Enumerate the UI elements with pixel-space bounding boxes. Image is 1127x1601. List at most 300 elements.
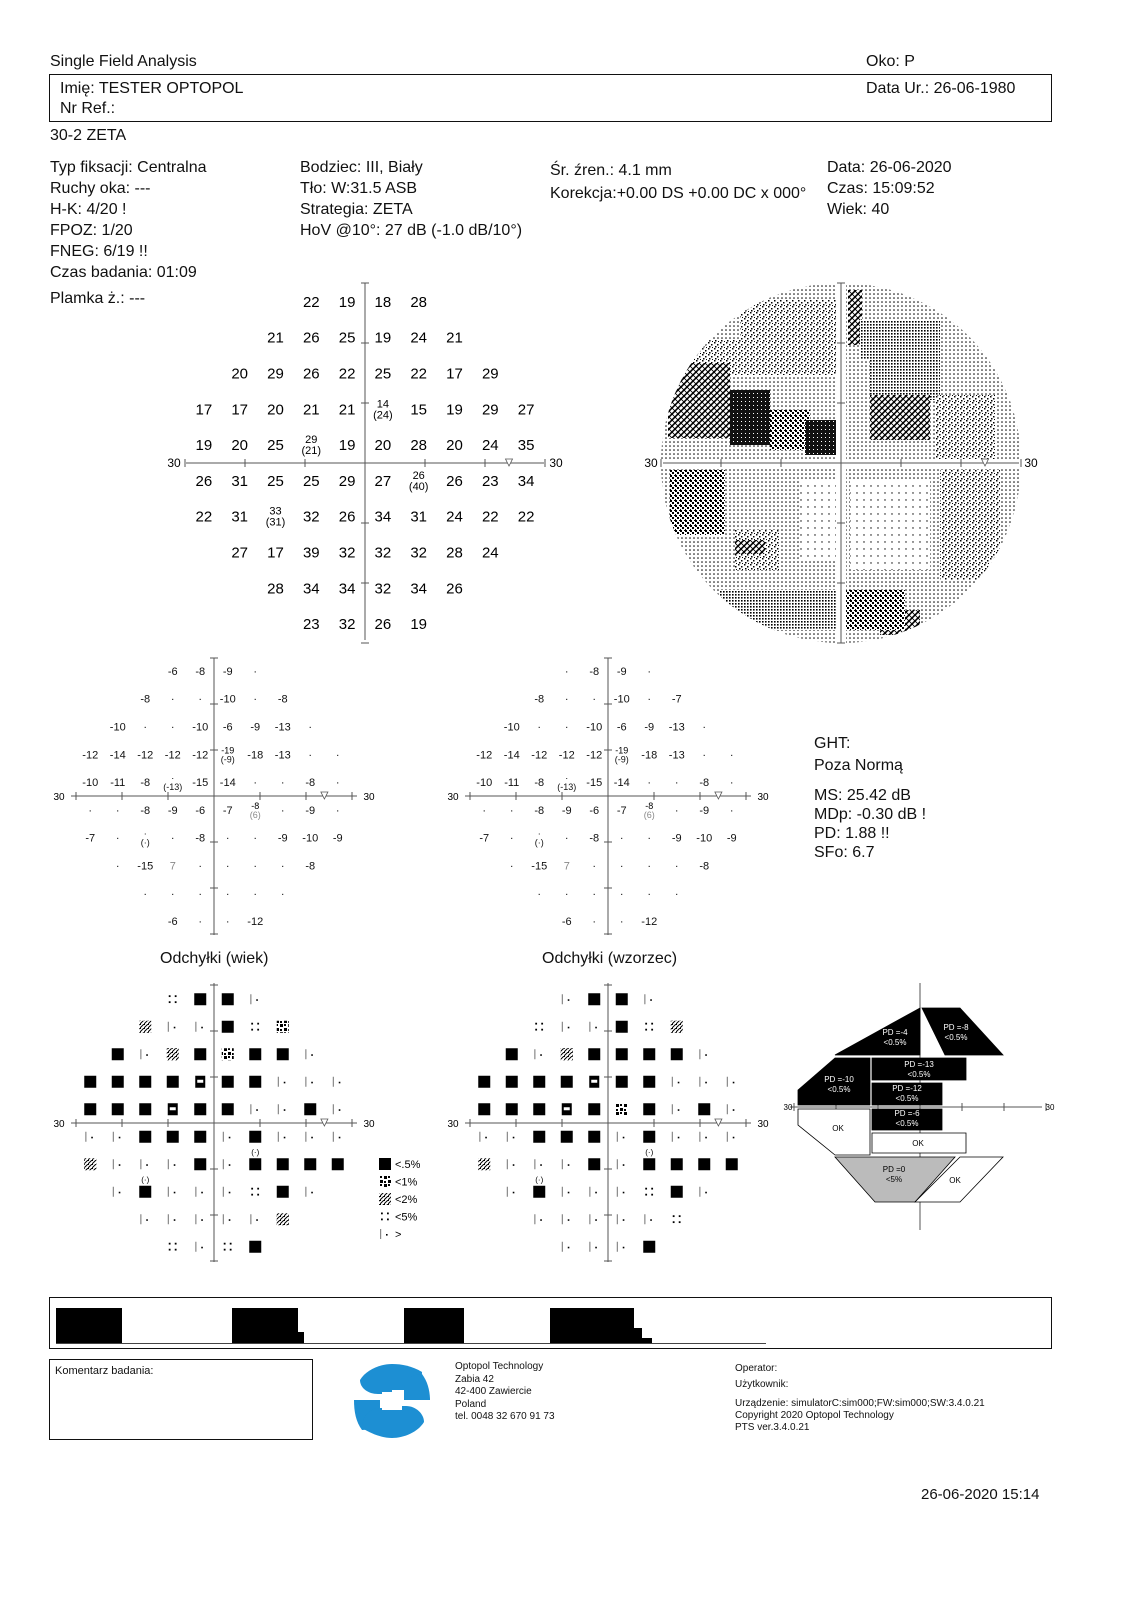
prob-normal-icon-dot xyxy=(256,999,258,1001)
sensitivity-value: 39 xyxy=(302,544,320,562)
deviation-pattern-value: -18 xyxy=(641,749,658,762)
company-phone: tel. 0048 32 670 91 73 xyxy=(455,1411,555,1422)
fixation-graph xyxy=(49,1297,1052,1349)
deviation-pattern-point xyxy=(565,694,569,706)
sensitivity-value: 25 xyxy=(267,472,284,490)
probability-pattern-symbol xyxy=(588,1158,600,1170)
grayscale-axis-label-left: 30 xyxy=(644,456,658,470)
prob-normal-icon-dot xyxy=(311,1192,313,1194)
legend-symbol xyxy=(379,1193,391,1205)
prob-05-icon xyxy=(304,1103,316,1115)
prob-normal-icon-dot xyxy=(485,1137,487,1139)
prob-normal-icon-dot xyxy=(229,1137,231,1139)
ght-sector xyxy=(872,1133,966,1153)
deviation-pattern-value: -6 xyxy=(561,916,572,929)
deviation-pattern-point xyxy=(647,888,651,900)
deviation-age-retest: (-9) xyxy=(220,754,235,765)
probability-pattern-symbol xyxy=(589,1214,597,1224)
probability-age-symbol xyxy=(195,1022,203,1032)
deviation-pattern-value: · xyxy=(619,916,624,929)
prob-normal-icon-dot xyxy=(623,1192,625,1194)
probability-pattern-symbol xyxy=(726,1158,738,1170)
sensitivity-value: 27 xyxy=(374,472,392,490)
probability-age-symbol xyxy=(139,1186,151,1198)
deviation-age-point xyxy=(198,916,202,928)
prob-normal-icon xyxy=(113,1132,114,1142)
deviation-pattern-point xyxy=(531,749,547,761)
deviation-age-value: -7 xyxy=(85,832,96,845)
deviation-age-value: -13 xyxy=(274,749,291,762)
deviation-pattern-point xyxy=(565,722,569,734)
prob-05-icon xyxy=(671,1048,683,1060)
deviation-pattern-value: -19 xyxy=(615,745,629,756)
probability-pattern-symbol xyxy=(699,1077,707,1087)
prob-normal-icon-dot xyxy=(733,1137,735,1139)
prob-5-icon xyxy=(645,1023,647,1025)
sensitivity-value: 29 xyxy=(481,365,499,383)
grayscale-region xyxy=(860,320,940,360)
deviation-age-value: · xyxy=(143,888,148,901)
probability-age-symbol xyxy=(278,1077,286,1087)
probability-age-symbol xyxy=(305,1187,313,1197)
deviation-pattern-value: -9 xyxy=(561,804,572,817)
deviation-age-point xyxy=(171,694,175,706)
ght-axis-label-right: 30 xyxy=(1045,1103,1055,1112)
prob-05-icon xyxy=(249,1048,261,1060)
sensitivity-point xyxy=(446,509,463,526)
sensitivity-point xyxy=(482,437,499,454)
sensitivity-value: 34 xyxy=(374,508,392,526)
prob-normal-icon-dot xyxy=(595,1192,597,1194)
prob-normal-icon xyxy=(644,1214,645,1224)
deviation-pattern-value: -12 xyxy=(558,749,575,762)
deviation-age-value: -6 xyxy=(222,721,233,734)
prob-normal-icon-dot xyxy=(733,1109,735,1111)
probability-age-symbol xyxy=(277,1186,289,1198)
deviation-age-point xyxy=(226,888,230,900)
deviation-pattern-value: · xyxy=(702,721,707,734)
sensitivity-point xyxy=(231,473,248,490)
sensitivity-point xyxy=(267,401,284,418)
probability-age-symbol xyxy=(167,1076,179,1088)
prob-normal-icon xyxy=(699,1049,700,1059)
probability-pattern-symbol xyxy=(617,1242,625,1252)
prob-normal-icon xyxy=(727,1132,728,1142)
prob-05-icon xyxy=(561,1076,573,1088)
probability-pattern-symbol xyxy=(589,1076,599,1088)
prob-5-icon xyxy=(230,1249,232,1251)
sensitivity-value: 29 xyxy=(338,472,356,490)
prob-5-icon xyxy=(175,1001,177,1003)
probability-pattern-symbol xyxy=(671,1021,683,1033)
prob-normal-icon xyxy=(589,1187,590,1197)
deviation-age-value: -8 xyxy=(140,777,151,790)
deviation-age-point xyxy=(223,722,233,734)
deviation-pattern-value: -9 xyxy=(644,721,655,734)
sensitivity-value: 26 xyxy=(412,469,425,482)
prob-2-icon xyxy=(139,1021,151,1033)
prob-normal-icon xyxy=(278,1077,279,1087)
prob-05-icon xyxy=(277,1186,289,1198)
probability-age-symbol xyxy=(223,1187,231,1197)
probability-age-symbol xyxy=(139,1076,151,1088)
probability-age-symbol xyxy=(332,1158,344,1170)
deviation-pattern-point xyxy=(699,805,709,817)
probability-age-symbol xyxy=(223,1159,231,1169)
sensitivity-value: 21 xyxy=(267,329,284,347)
sensitivity-value: 26 xyxy=(446,580,463,598)
deviation-pattern-point xyxy=(476,749,492,761)
deviation-age-value: -8 xyxy=(195,665,206,678)
fixation-type: Typ fiksacji: Centralna xyxy=(50,159,207,176)
deviation-age-value: · xyxy=(335,749,340,762)
probability-age-symbol xyxy=(139,1131,151,1143)
exam-time: Czas: 15:09:52 xyxy=(827,180,935,197)
prob-05-icon xyxy=(643,1048,655,1060)
deviation-age-point xyxy=(305,861,315,873)
mean-defect: MDp: -0.30 dB ! xyxy=(814,806,927,823)
deviation-pattern-value: -12 xyxy=(641,916,658,929)
test-duration: Czas badania: 01:09 xyxy=(50,264,197,281)
deviation-pattern-value: · xyxy=(647,693,652,706)
deviation-pattern-value: · xyxy=(564,888,569,901)
deviation-age-point xyxy=(82,749,98,761)
deviation-age-point xyxy=(110,749,126,761)
comment-label: Komentarz badania: xyxy=(55,1365,154,1377)
prob-normal-icon xyxy=(617,1159,618,1169)
sensitivity-retest: (21) xyxy=(301,445,322,458)
sensitivity-point xyxy=(339,401,356,418)
prob-5-icon xyxy=(645,1194,647,1196)
sensitivity-value: 28 xyxy=(410,293,428,311)
prob-normal-icon-dot xyxy=(146,1219,148,1221)
prob-normal-icon xyxy=(250,994,251,1004)
sensitivity-point xyxy=(446,473,463,490)
deviation-pattern-point xyxy=(565,833,569,845)
indices-block xyxy=(814,786,926,862)
deviation-pattern-point xyxy=(730,749,734,761)
sensitivity-value: 32 xyxy=(374,544,392,562)
probability-pattern-symbol xyxy=(616,1103,628,1115)
deviation-pattern-value: -12 xyxy=(586,749,603,762)
probability-age-symbol xyxy=(305,1049,313,1059)
prob-normal-icon xyxy=(305,1132,306,1142)
probability-age-symbol xyxy=(84,1103,96,1115)
deviation-pattern-point xyxy=(699,861,709,873)
sensitivity-point xyxy=(339,509,356,526)
deviation-age-point xyxy=(226,861,230,873)
prob-5-icon xyxy=(169,995,171,997)
deviation-age-point xyxy=(226,833,230,845)
deviation-pattern-retest: (·) xyxy=(534,837,544,848)
deviation-age-point xyxy=(143,722,147,734)
probability-age-retest: (·) xyxy=(141,1175,150,1185)
prob-2-icon xyxy=(671,1021,683,1033)
sensitivity-value: 26 xyxy=(446,472,463,490)
probability-age-symbol xyxy=(167,1131,179,1143)
prob-5-icon xyxy=(541,1023,543,1025)
prob-normal-icon-dot xyxy=(174,1219,176,1221)
deviation-age-value: -10 xyxy=(219,693,236,706)
probability-pattern-symbol xyxy=(588,1103,600,1115)
deviation-age-point xyxy=(168,805,178,817)
deviation-age-value: -8 xyxy=(305,777,316,790)
sensitivity-point xyxy=(267,473,284,490)
sensitivity-retest: (31) xyxy=(265,516,286,529)
deviation-pattern-value: · xyxy=(564,832,569,845)
probability-age-symbol xyxy=(140,1214,148,1224)
probability-pattern-symbol xyxy=(478,1076,490,1088)
deviation-pattern-value: · xyxy=(537,888,542,901)
probability-age-symbol xyxy=(250,994,258,1004)
ght-sector-pd: PD =0 xyxy=(882,1165,906,1174)
deviation-pattern-value: -13 xyxy=(668,749,685,762)
probability-age-symbol xyxy=(85,1132,93,1142)
probability-age-symbol xyxy=(84,1158,96,1170)
deviation-pattern-point xyxy=(620,916,624,928)
sensitivity-axis-label-right: 30 xyxy=(549,456,563,470)
deviation-age-point xyxy=(171,833,175,845)
deviation-age-value: · xyxy=(225,860,230,873)
prob-05-icon xyxy=(332,1158,344,1170)
deviation-pattern-value: · xyxy=(647,860,652,873)
deviation-age-point xyxy=(281,805,285,817)
deviation-age-value: -7 xyxy=(222,804,233,817)
deviation-age-value: -9 xyxy=(305,804,316,817)
probability-age-symbol xyxy=(222,1103,234,1115)
sensitivity-value: 14 xyxy=(376,398,390,411)
deviation-age-point xyxy=(116,861,120,873)
deviation-age-value: · xyxy=(308,721,313,734)
prob-normal-icon xyxy=(305,1077,306,1087)
deviation-pattern-point xyxy=(535,829,544,848)
deviation-pattern-value: · xyxy=(509,860,514,873)
deviation-pattern-point xyxy=(647,666,651,678)
ght-sector-prob: <0.5% xyxy=(895,1094,919,1103)
sensitivity-value: 26 xyxy=(302,365,320,383)
deviation-age-retest: (·) xyxy=(140,837,150,848)
probability-age-symbol xyxy=(222,993,234,1005)
prob-normal-icon xyxy=(140,1214,141,1224)
prob-05-icon xyxy=(112,1048,124,1060)
sensitivity-point xyxy=(410,509,427,526)
deviation-pattern-value: · xyxy=(674,860,679,873)
deviation-pattern-value: · xyxy=(619,888,624,901)
prob-normal-icon xyxy=(534,1214,535,1224)
prob-normal-icon xyxy=(278,1104,279,1114)
deviation-pattern-point xyxy=(675,861,679,873)
deviation-pattern-point xyxy=(537,888,541,900)
deviation-pattern-value: -8 xyxy=(534,804,545,817)
probability-age-symbol xyxy=(194,1158,206,1170)
prob-5-icon xyxy=(673,1221,675,1223)
deviation-pattern-point xyxy=(534,694,544,706)
prob-normal-icon-dot xyxy=(339,1137,341,1139)
prob-5-icon xyxy=(257,1188,259,1190)
probability-pattern-symbol xyxy=(561,1048,573,1060)
prob-2-icon xyxy=(561,1048,573,1060)
prob-normal-icon-dot xyxy=(311,1054,313,1056)
sensitivity-point xyxy=(446,366,463,383)
deviation-pattern-point xyxy=(647,861,651,873)
sensitivity-value: 32 xyxy=(338,616,356,634)
prob-5-icon xyxy=(224,1249,226,1251)
prob-normal-icon-dot xyxy=(91,1137,93,1139)
deviation-pattern-point xyxy=(504,749,520,761)
prob-normal-icon-dot xyxy=(201,1247,203,1249)
prob-normal-icon xyxy=(589,1242,590,1252)
prob-2-icon xyxy=(379,1193,391,1205)
prob-normal-icon xyxy=(250,1104,251,1114)
grayscale-region xyxy=(935,395,995,460)
deviation-pattern-point xyxy=(565,888,569,900)
prob-normal-icon-dot xyxy=(513,1137,515,1139)
sensitivity-point xyxy=(410,401,427,418)
sensitivity-point xyxy=(302,434,322,457)
deviation-pattern-point xyxy=(586,722,602,734)
sensitivity-value: 18 xyxy=(374,293,392,311)
deviation-age-plot xyxy=(53,658,375,935)
prob-normal-icon-dot xyxy=(386,1234,388,1236)
sensitivity-point xyxy=(339,437,356,454)
prob-5-icon xyxy=(169,1243,171,1245)
prob-normal-icon xyxy=(507,1187,508,1197)
deviation-pattern-value: -7 xyxy=(479,832,490,845)
deviation-pattern-value: · xyxy=(729,749,734,762)
probability-age-symbol xyxy=(251,1023,259,1031)
deviation-age-point xyxy=(168,916,178,928)
deviation-age-point xyxy=(253,694,257,706)
prob-normal-icon-dot xyxy=(678,1109,680,1111)
ght-sector-prob: <0.5% xyxy=(827,1085,851,1094)
probability-pattern-symbol xyxy=(671,1158,683,1170)
sensitivity-point xyxy=(267,366,284,383)
prob-normal-icon xyxy=(250,1214,251,1224)
sensitivity-value: 34 xyxy=(302,580,320,598)
deviation-pattern-value: -15 xyxy=(586,777,603,790)
grayscale-region xyxy=(668,363,730,438)
probability-pattern-symbol xyxy=(561,1076,573,1088)
sensitivity-point xyxy=(410,294,427,311)
prob-normal-icon xyxy=(223,1159,224,1169)
prob-05-icon xyxy=(533,1131,545,1143)
probability-age-symbol xyxy=(333,1132,341,1142)
sensitivity-value: 24 xyxy=(410,329,428,347)
sensitivity-point xyxy=(446,437,463,454)
deviation-age-point xyxy=(278,694,288,706)
probability-pattern-symbol xyxy=(699,1187,707,1197)
probability-age-symbol xyxy=(249,1131,261,1157)
prob-normal-icon-dot xyxy=(705,1054,707,1056)
blind-spot: Plamka ż.: --- xyxy=(50,290,146,307)
sensitivity-point xyxy=(446,545,463,562)
deviation-age-point xyxy=(110,777,125,789)
fixation-bar xyxy=(404,1308,464,1344)
deviation-pattern-point xyxy=(696,833,712,845)
deviation-age-value: · xyxy=(253,665,258,678)
probability-pattern-symbol xyxy=(671,1186,683,1198)
fixation-bar xyxy=(232,1308,298,1344)
sensitivity-point xyxy=(267,437,284,454)
deviation-age-point xyxy=(116,833,120,845)
prob-05-icon xyxy=(222,993,234,1005)
grayscale-axis-label-right: 30 xyxy=(1024,456,1038,470)
deviation-age-value: · xyxy=(225,916,230,929)
sensitivity-point xyxy=(518,473,535,490)
probability-pattern-symbol xyxy=(616,993,628,1005)
software-version: PTS ver.3.4.0.21 xyxy=(735,1422,810,1433)
prob-05-icon xyxy=(277,1158,289,1170)
sensitivity-value: 20 xyxy=(267,401,284,419)
prob-normal-icon xyxy=(699,1132,700,1142)
deviation-pattern-value: · xyxy=(647,888,652,901)
probability-pattern-symbol xyxy=(506,1103,518,1115)
sensitivity-point xyxy=(339,366,356,383)
deviation-age-value: · xyxy=(253,832,258,845)
deviation-pattern-value: -10 xyxy=(503,721,520,734)
deviation-age-value: -10 xyxy=(302,832,319,845)
probability-age-symbol xyxy=(222,1048,234,1060)
sensitivity-point xyxy=(410,580,427,597)
prob-2-icon xyxy=(84,1158,96,1170)
probability-pattern-symbol xyxy=(589,1242,597,1252)
prob-normal-icon-dot xyxy=(311,1082,313,1084)
deviation-age-value: -8 xyxy=(195,832,206,845)
probability-legend xyxy=(379,1158,421,1241)
deviation-pattern-point xyxy=(534,805,544,817)
prob-normal-icon-dot xyxy=(256,1109,258,1111)
prob-05-icon xyxy=(671,1158,683,1170)
deviation-pattern-value: -8 xyxy=(589,832,600,845)
ght-sector-pd: OK xyxy=(949,1176,961,1185)
deviation-age-value: -12 xyxy=(192,749,209,762)
prob-normal-icon xyxy=(168,1159,169,1169)
sensitivity-point xyxy=(410,616,427,633)
deviation-age-value: · xyxy=(115,860,120,873)
probability-pattern-symbol xyxy=(506,1048,518,1060)
probability-age-symbol xyxy=(167,1048,179,1060)
sensitivity-point xyxy=(375,580,392,597)
sensitivity-point xyxy=(303,509,320,526)
deviation-pattern-value: -6 xyxy=(616,721,627,734)
deviation-age-point xyxy=(275,749,291,761)
pupil-diameter: Śr. źren.: 4.1 mm xyxy=(550,162,672,179)
probability-age-symbol xyxy=(194,1048,206,1060)
prob-5-icon xyxy=(679,1221,681,1223)
deviation-pattern-value: · xyxy=(592,693,597,706)
deviation-age-value: -12 xyxy=(82,749,99,762)
prob-1-icon xyxy=(379,1176,391,1188)
sensitivity-value: 32 xyxy=(374,580,392,598)
deviation-pattern-value: -9 xyxy=(671,832,682,845)
deviation-age-point xyxy=(140,805,150,817)
probability-pattern-symbol xyxy=(616,1048,628,1060)
prob-normal-icon-dot xyxy=(201,1192,203,1194)
grayscale-region xyxy=(850,480,930,570)
probability-age-retest: (·) xyxy=(251,1147,260,1157)
prob-normal-icon-dot xyxy=(201,1027,203,1029)
prob-05-icon xyxy=(194,1103,206,1115)
probability-age-symbol xyxy=(168,1214,176,1224)
deviation-pattern-value: · xyxy=(482,804,487,817)
deviation-age-point xyxy=(192,722,208,734)
deviation-age-value: · xyxy=(280,777,285,790)
deviation-age-value: · xyxy=(253,777,258,790)
prob-05-icon xyxy=(533,1186,545,1198)
deviation-pattern-point xyxy=(510,861,514,873)
sensitivity-value: 28 xyxy=(410,437,428,455)
deviation-pattern-point xyxy=(669,722,685,734)
